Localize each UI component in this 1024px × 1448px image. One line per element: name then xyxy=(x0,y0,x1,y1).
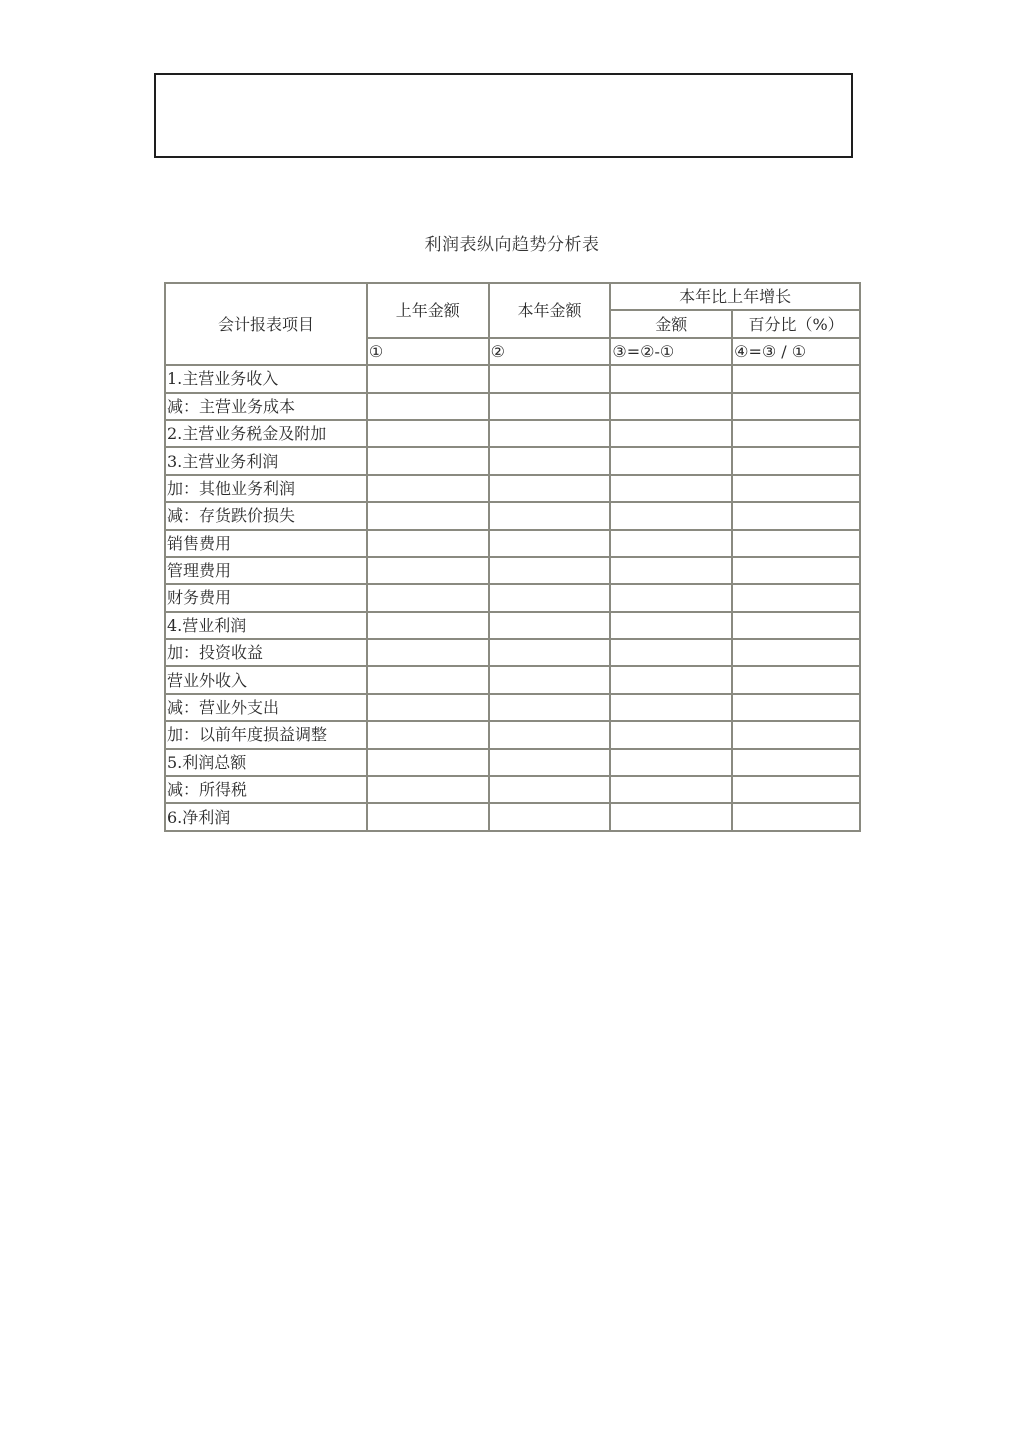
document-title: 利润表纵向趋势分析表 xyxy=(424,235,600,255)
cell-prev-year[interactable] xyxy=(367,447,489,474)
table-row xyxy=(165,776,860,803)
cell-growth-amount[interactable] xyxy=(610,530,732,557)
cell-growth-amount[interactable] xyxy=(610,475,732,502)
cell-growth-percent[interactable] xyxy=(732,393,860,420)
cell-prev-year[interactable] xyxy=(367,803,489,830)
cell-prev-year[interactable] xyxy=(367,721,489,748)
header-prev-year: 上年金额 xyxy=(367,283,489,338)
cell-growth-percent[interactable] xyxy=(732,749,860,776)
cell-prev-year[interactable] xyxy=(367,776,489,803)
cell-growth-amount[interactable] xyxy=(610,694,732,721)
cell-prev-year[interactable] xyxy=(367,584,489,611)
table-row xyxy=(165,502,860,529)
cell-growth-percent[interactable] xyxy=(732,557,860,584)
cell-prev-year[interactable] xyxy=(367,420,489,447)
cell-this-year[interactable] xyxy=(489,420,611,447)
table-row xyxy=(165,694,860,721)
table-row xyxy=(165,584,860,611)
cell-growth-amount[interactable] xyxy=(610,393,732,420)
cell-growth-amount[interactable] xyxy=(610,584,732,611)
cell-prev-year[interactable] xyxy=(367,694,489,721)
cell-growth-percent[interactable] xyxy=(732,502,860,529)
cell-prev-year[interactable] xyxy=(367,393,489,420)
table-row xyxy=(165,721,860,748)
cell-growth-amount[interactable] xyxy=(610,420,732,447)
cell-prev-year[interactable] xyxy=(367,502,489,529)
cell-growth-percent[interactable] xyxy=(732,530,860,557)
cell-this-year[interactable] xyxy=(489,365,611,392)
cell-this-year[interactable] xyxy=(489,475,611,502)
table-row xyxy=(165,393,860,420)
cell-growth-percent[interactable] xyxy=(732,612,860,639)
table-row xyxy=(165,420,860,447)
row-label: 2.主营业务税金及附加 xyxy=(165,420,367,447)
cell-growth-percent[interactable] xyxy=(732,721,860,748)
table-row xyxy=(165,612,860,639)
cell-growth-amount[interactable] xyxy=(610,639,732,666)
cell-growth-amount[interactable] xyxy=(610,721,732,748)
cell-this-year[interactable] xyxy=(489,502,611,529)
header-item-col: 会计报表项目 xyxy=(165,283,367,365)
cell-growth-percent[interactable] xyxy=(732,475,860,502)
cell-prev-year[interactable] xyxy=(367,639,489,666)
row-label: 6.净利润 xyxy=(165,803,367,830)
cell-prev-year[interactable] xyxy=(367,557,489,584)
marker-percent: ④=③ / ① xyxy=(732,338,860,365)
cell-prev-year[interactable] xyxy=(367,530,489,557)
cell-growth-percent[interactable] xyxy=(732,694,860,721)
cell-growth-percent[interactable] xyxy=(732,776,860,803)
cell-this-year[interactable] xyxy=(489,694,611,721)
cell-this-year[interactable] xyxy=(489,721,611,748)
cell-growth-amount[interactable] xyxy=(610,749,732,776)
row-label: 减：所得税 xyxy=(165,776,367,803)
cell-this-year[interactable] xyxy=(489,803,611,830)
cell-growth-percent[interactable] xyxy=(732,639,860,666)
row-label: 减：主营业务成本 xyxy=(165,393,367,420)
cell-prev-year[interactable] xyxy=(367,612,489,639)
cell-this-year[interactable] xyxy=(489,530,611,557)
cell-growth-percent[interactable] xyxy=(732,803,860,830)
cell-growth-percent[interactable] xyxy=(732,365,860,392)
header-growth-group: 本年比上年增长 xyxy=(610,283,860,310)
cell-this-year[interactable] xyxy=(489,393,611,420)
cell-prev-year[interactable] xyxy=(367,365,489,392)
blank-header-box xyxy=(154,73,853,158)
cell-prev-year[interactable] xyxy=(367,666,489,693)
table-row xyxy=(165,749,860,776)
cell-growth-amount[interactable] xyxy=(610,502,732,529)
header-growth-percent: 百分比（%） xyxy=(732,310,860,337)
row-label: 减：营业外支出 xyxy=(165,694,367,721)
cell-prev-year[interactable] xyxy=(367,475,489,502)
row-label: 财务费用 xyxy=(165,584,367,611)
cell-this-year[interactable] xyxy=(489,612,611,639)
row-label: 3.主营业务利润 xyxy=(165,447,367,474)
row-label: 4.营业利润 xyxy=(165,612,367,639)
marker-prev: ① xyxy=(367,338,489,365)
cell-growth-percent[interactable] xyxy=(732,447,860,474)
row-label: 管理费用 xyxy=(165,557,367,584)
cell-growth-percent[interactable] xyxy=(732,584,860,611)
cell-growth-amount[interactable] xyxy=(610,365,732,392)
table-row xyxy=(165,666,860,693)
cell-this-year[interactable] xyxy=(489,776,611,803)
table-row xyxy=(165,557,860,584)
table-row xyxy=(165,803,860,830)
table-row xyxy=(165,530,860,557)
cell-this-year[interactable] xyxy=(489,666,611,693)
row-label: 加：其他业务利润 xyxy=(165,475,367,502)
table-row xyxy=(165,447,860,474)
cell-growth-amount[interactable] xyxy=(610,776,732,803)
row-label: 加：投资收益 xyxy=(165,639,367,666)
cell-this-year[interactable] xyxy=(489,749,611,776)
cell-growth-amount[interactable] xyxy=(610,612,732,639)
table-row xyxy=(165,639,860,666)
cell-growth-amount[interactable] xyxy=(610,666,732,693)
marker-amount: ③=②-① xyxy=(610,338,732,365)
cell-growth-amount[interactable] xyxy=(610,447,732,474)
cell-growth-amount[interactable] xyxy=(610,803,732,830)
cell-growth-percent[interactable] xyxy=(732,420,860,447)
header-row-1 xyxy=(165,283,860,310)
cell-prev-year[interactable] xyxy=(367,749,489,776)
row-label: 1.主营业务收入 xyxy=(165,365,367,392)
row-label: 5.利润总额 xyxy=(165,749,367,776)
income-statement-trend-table xyxy=(164,282,861,832)
marker-this: ② xyxy=(489,338,611,365)
cell-this-year[interactable] xyxy=(489,584,611,611)
header-growth-amount: 金额 xyxy=(610,310,732,337)
table-row xyxy=(165,365,860,392)
cell-growth-amount[interactable] xyxy=(610,557,732,584)
table-row xyxy=(165,475,860,502)
header-this-year: 本年金额 xyxy=(489,283,611,338)
cell-this-year[interactable] xyxy=(489,557,611,584)
cell-growth-percent[interactable] xyxy=(732,666,860,693)
cell-this-year[interactable] xyxy=(489,639,611,666)
row-label: 营业外收入 xyxy=(165,666,367,693)
row-label: 加：以前年度损益调整 xyxy=(165,721,367,748)
row-label: 销售费用 xyxy=(165,530,367,557)
cell-this-year[interactable] xyxy=(489,447,611,474)
row-label: 减：存货跌价损失 xyxy=(165,502,367,529)
